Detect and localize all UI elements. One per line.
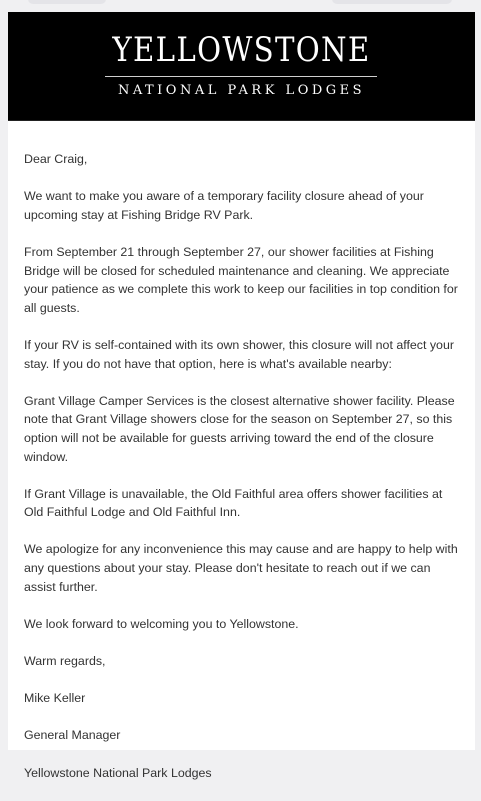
email-paragraph: We apologize for any inconvenience this may cause and are happy to help with any questions about your stay. Please don't hesitate to reach out if we can assist further. [24,542,458,594]
email-message [8,12,475,780]
email-closing: Warm regards, [24,654,106,669]
email-paragraph: From September 21 through September 27, our shower facilities at Fishing Bridge will be closed for scheduled maintenance and cleaning. We appreciate your patience as we complete this work to keep our facilities in top condition for all guests. [24,244,458,315]
signature-organization: Yellowstone National Park Lodges [24,765,212,780]
brand-banner [8,12,475,121]
email-body [24,150,464,801]
email-paragraph: Grant Village Camper Services is the closest alternative shower facility. Please note that Grant Village showers close for the season on September 27, so this option will not be available for guests arriving toward the end of the closure window. [24,393,455,464]
email-paragraph: If Grant Village is unavailable, the Old Faithful area offers shower facilities at Old Faithful Lodge and Old Faithful Inn. [24,486,443,520]
toolbar-button-right[interactable] [332,0,452,4]
email-paragraph: We want to make you aware of a temporary facility closure ahead of your upcoming stay at Fishing Bridge RV Park. [24,189,424,222]
brand-divider [105,76,377,77]
signature-name: Mike Keller [24,691,86,706]
signature-title: General Manager [24,728,121,743]
brand-logo-subtitle: NATIONAL PARK LODGES [117,83,366,98]
email-paragraph: We look forward to welcoming you to Yellowstone. [24,616,299,631]
top-toolbar-strip [0,0,481,12]
toolbar-button-left[interactable] [28,0,106,4]
email-greeting: Dear Craig, [24,152,88,166]
brand-logo-title: YELLOWSTONE [112,30,371,70]
email-paragraph: If your RV is self-contained with its own shower, this closure will not affect your stay. If you do not have that option, here is what's available nearby: [24,337,454,371]
